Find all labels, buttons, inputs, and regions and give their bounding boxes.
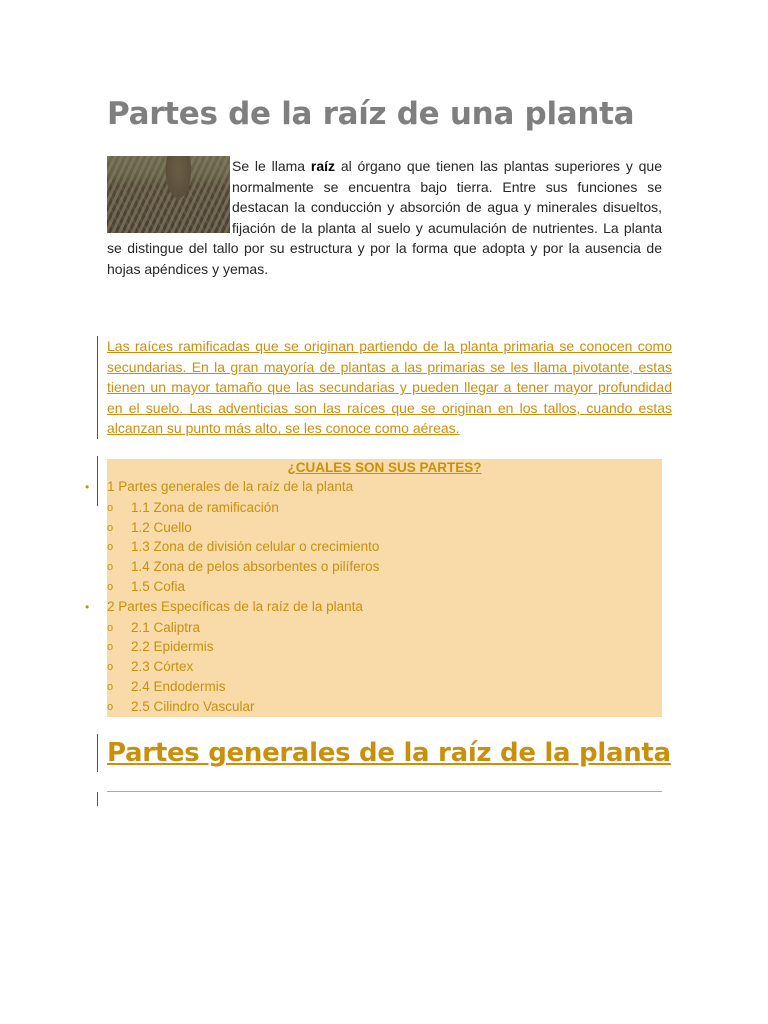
toc-item-label: 1 Partes generales de la raíz de la planta — [107, 479, 354, 494]
circle-bullet-icon: o — [107, 580, 114, 593]
section-title[interactable]: Partes generales de la raíz de la planta — [107, 738, 671, 768]
toc-item[interactable] — [82, 639, 662, 659]
toc-item-label: 1.3 Zona de división celular o crecimiento — [131, 539, 380, 555]
margin-change-bar — [97, 734, 98, 772]
toc-item-label: 1.5 Cofia — [131, 578, 186, 594]
circle-bullet-icon: o — [107, 680, 114, 693]
tree-roots-photo — [107, 156, 230, 233]
toc-item[interactable] — [82, 620, 662, 640]
intro-bold-term: raíz — [310, 158, 336, 174]
toc-item[interactable] — [82, 500, 662, 520]
bullet-icon: • — [85, 480, 90, 494]
toc-item[interactable] — [82, 479, 662, 500]
circle-bullet-icon: o — [107, 501, 114, 514]
page-title: Partes de la raíz de una planta — [107, 96, 635, 132]
horizontal-rule — [107, 791, 662, 792]
circle-bullet-icon: o — [107, 541, 114, 554]
toc-list — [82, 479, 662, 719]
circle-bullet-icon: o — [107, 700, 114, 713]
toc-item[interactable] — [82, 659, 662, 679]
table-of-contents — [82, 459, 662, 717]
toc-item[interactable] — [82, 559, 662, 579]
toc-item[interactable] — [82, 699, 662, 719]
toc-item-label: 2.2 Epidermis — [131, 639, 214, 655]
toc-item[interactable] — [82, 679, 662, 699]
toc-item-label: 2.5 Cilindro Vascular — [131, 698, 255, 714]
toc-item-label: 1.1 Zona de ramificación — [131, 499, 279, 515]
circle-bullet-icon: o — [107, 621, 114, 634]
roots-description-link[interactable]: Las raíces ramificadas que se originan partiendo de la planta primaria se conocen como secundarias. En la gran mayoría de plantas a las primarias se les llama pivotante, estas tienen un mayor tamaño que las secundarias y pueden llegar a tener mayor profundidad en el suelo. Las adventicias son las raíces que se originan en los tallos, cuando estas alcanzan su punto más alto, se les conoce como aéreas. — [97, 336, 672, 439]
toc-item-label: 1.2 Cuello — [131, 519, 192, 535]
toc-item[interactable] — [82, 579, 662, 599]
toc-item-label: 2 Partes Específicas de la raíz de la planta — [107, 598, 363, 614]
bullet-icon: • — [85, 599, 90, 614]
toc-item-label: 2.1 Caliptra — [131, 619, 201, 635]
circle-bullet-icon: o — [107, 561, 114, 574]
toc-item-label: 2.4 Endodermis — [131, 678, 226, 694]
margin-change-bar — [97, 792, 98, 806]
toc-item[interactable] — [82, 599, 662, 620]
toc-item-label: 1.4 Zona de pelos absorbentes o pilíferos — [131, 559, 380, 575]
intro-text-before: Se le llama — [232, 158, 311, 174]
circle-bullet-icon: o — [107, 521, 114, 534]
intro-paragraph — [107, 156, 662, 280]
toc-item-label: 2.3 Córtex — [131, 659, 194, 675]
intro-text-after: al órgano que tienen las plantas superiores y que normalmente se encuentra bajo tierra. Entre sus funciones se destacan la conducción y absorción de agua y minerales disueltos, fijación de la planta al suelo y acumulación de nutrientes. La planta se distingue del tallo por su estructura y por la forma que adopta y por la ausencia de hojas apéndices y yemas. — [107, 158, 662, 277]
toc-item[interactable] — [82, 520, 662, 540]
circle-bullet-icon: o — [107, 661, 114, 674]
circle-bullet-icon: o — [107, 641, 114, 654]
toc-item[interactable] — [82, 539, 662, 559]
toc-heading[interactable]: ¿CUALES SON SUS PARTES? — [287, 460, 482, 475]
